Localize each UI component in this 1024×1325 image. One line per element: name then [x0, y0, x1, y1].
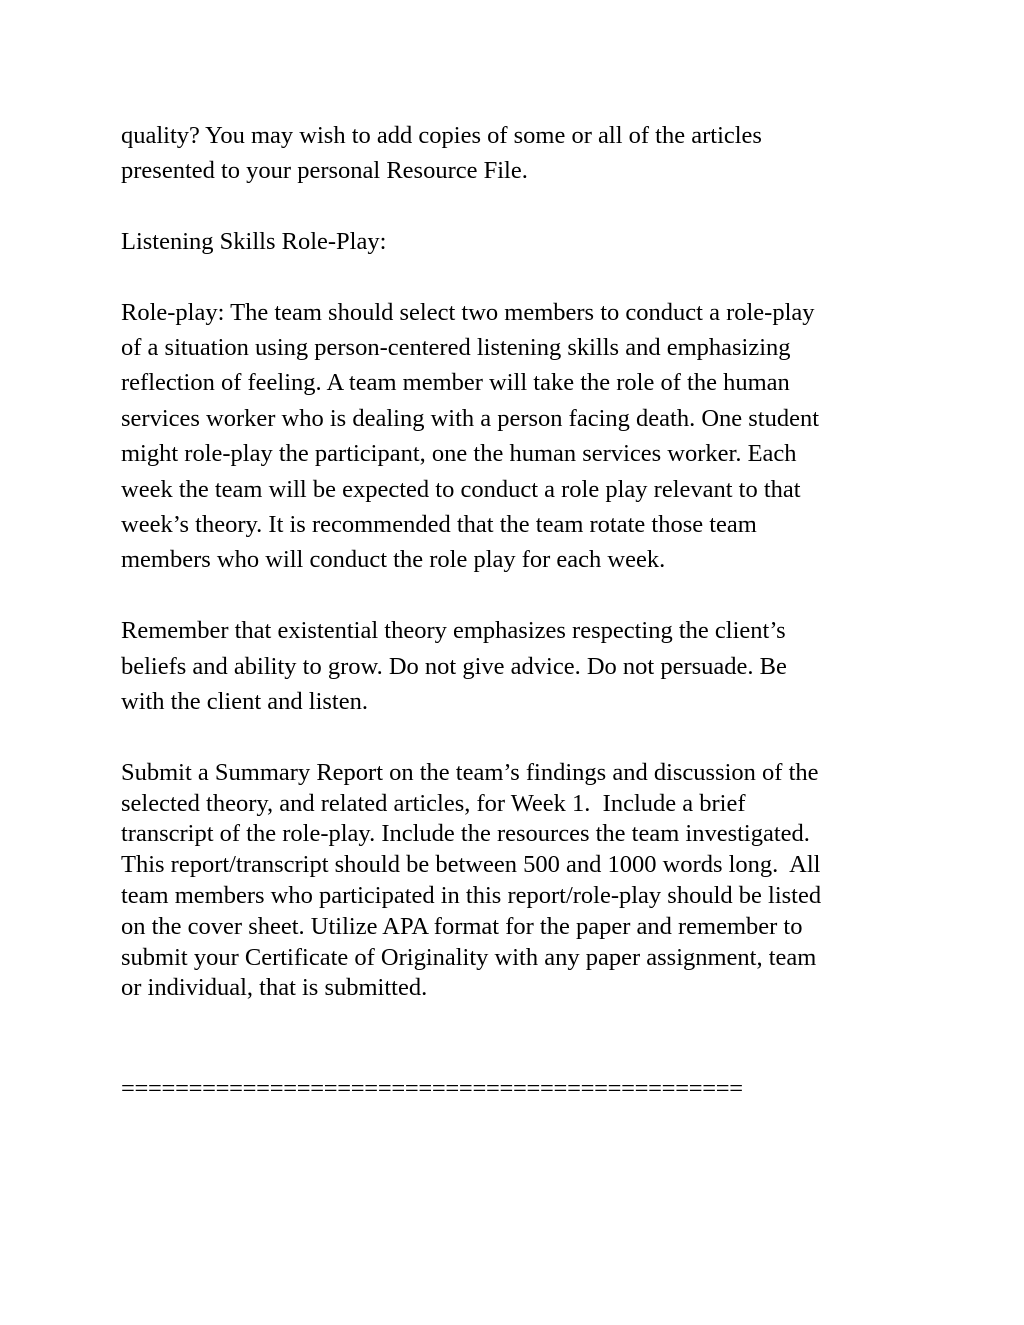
paragraph-5-line-4: This report/transcript should be between 500 and 1000 words long. All [121, 851, 821, 878]
paragraph-5-line-5: team members who participated in this report/role-play should be listed [121, 882, 822, 909]
paragraph-3-line-3: reflection of feeling. A team member will take the role of the human [121, 369, 790, 396]
paragraph-5-line-3: transcript of the role-play. Include the resources the team investigated. [121, 820, 810, 847]
paragraph-5-line-7: submit your Certificate of Originality with any paper assignment, team [121, 944, 817, 971]
paragraph-5-line-2: selected theory, and related articles, for Week 1. Include a brief [121, 790, 746, 817]
paragraph-3-line-1: Role-play: The team should select two members to conduct a role-play [121, 299, 815, 326]
paragraph-3-line-2: of a situation using person-centered listening skills and emphasizing [121, 334, 791, 361]
paragraph-3-line-8: members who will conduct the role play for each week. [121, 546, 666, 573]
paragraph-5-line-6: on the cover sheet. Utilize APA format for the paper and remember to [121, 913, 803, 940]
paragraph-4-line-3: with the client and listen. [121, 688, 368, 715]
paragraph-5-line-1: Submit a Summary Report on the team’s findings and discussion of the [121, 759, 819, 786]
paragraph-3-line-4: services worker who is dealing with a person facing death. One student [121, 405, 820, 432]
paragraph-3-line-7: week’s theory. It is recommended that the team rotate those team [121, 511, 757, 538]
paragraph-1-line-2: presented to your personal Resource File. [121, 157, 528, 184]
paragraph-4-line-2: beliefs and ability to grow. Do not give advice. Do not persuade. Be [121, 653, 787, 680]
paragraph-3-line-6: week the team will be expected to conduct a role play relevant to that [121, 476, 801, 503]
paragraph-3-line-5: might role-play the participant, one the human services worker. Each [121, 440, 797, 467]
section-heading: Listening Skills Role-Play: [121, 228, 387, 255]
paragraph-1-line-1: quality? You may wish to add copies of some or all of the articles [121, 122, 762, 149]
paragraph-4-line-1: Remember that existential theory emphasizes respecting the client’s [121, 617, 786, 644]
paragraph-5-line-8: or individual, that is submitted. [121, 974, 428, 1001]
separator-line: ============================================== [121, 1075, 743, 1102]
